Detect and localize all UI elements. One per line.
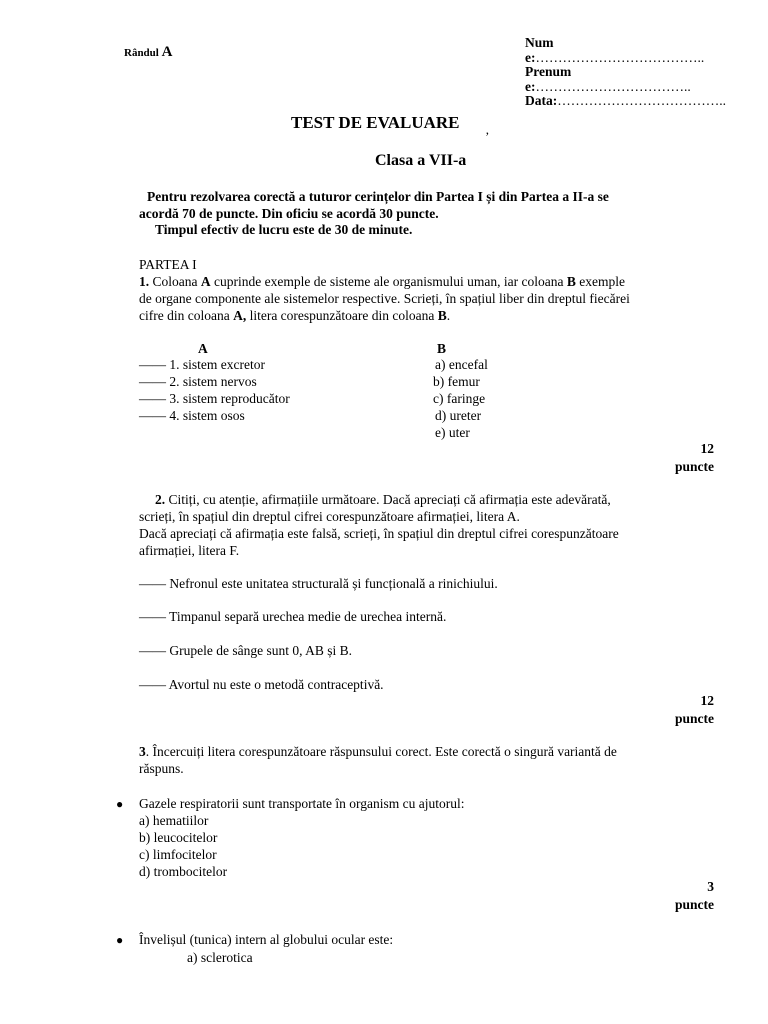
statement[interactable]: —— Grupele de sânge sunt 0, AB și B. (139, 643, 352, 658)
left-item[interactable]: —— 3. sistem reproducător (139, 391, 290, 406)
row-value: A (161, 44, 173, 60)
mcq-option[interactable]: d) trombocitelor (139, 864, 228, 879)
question-1: PARTEA I 1. Coloana A cuprinde exemple de sisteme ale organismului uman, iar coloana B exemple de organe componente ale sistemelor respective. Scrieți, în spațiul liber din dreptul fiecărei cifre din coloana A, litera corespunzătoare din coloana B. (139, 256, 729, 324)
left-item[interactable]: —— 4. sistem osos (139, 408, 245, 423)
row-label: Rândul (124, 47, 159, 59)
page-subtitle: Clasa a VII-a (375, 152, 467, 169)
mcq-option[interactable]: a) sclerotica (187, 950, 253, 965)
intro-instructions: Pentru rezolvarea corectă a tuturor cerințelor din Partea I și din Partea a II-a se acordă 70 de puncte. Din oficiu se acordă 30 puncte. Timpul efectiv de lucru este de 30 de minute. (139, 189, 609, 237)
right-item: a) encefal (435, 357, 488, 372)
row-indicator (124, 44, 172, 61)
mcq-option[interactable]: b) leucocitelor (139, 830, 218, 845)
mcq-question: Învelișul (tunica) intern al globului ocular este: (139, 932, 394, 947)
left-item[interactable]: —— 2. sistem nervos (139, 374, 257, 389)
mcq-option[interactable]: a) hematiilor (139, 813, 209, 828)
part-heading: PARTEA I (139, 257, 197, 272)
right-item: c) faringe (433, 391, 486, 406)
statement[interactable]: —— Nefronul este unitatea structurală și funcțională a rinichiului. (139, 576, 498, 591)
mcq-question: Gazele respiratorii sunt transportate în organism cu ajutorul: (139, 796, 465, 811)
name-field[interactable]: Nume:……………………………….. (525, 35, 705, 65)
page-title: TEST DE EVALUARE $_,$ (291, 113, 489, 137)
column-a-heading: A (198, 341, 208, 356)
bullet-icon: ● (116, 933, 124, 947)
left-item[interactable]: —— 1. sistem excretor (139, 357, 265, 372)
right-item: e) uter (435, 425, 470, 440)
statement[interactable]: —— Timpanul separă urechea medie de urechea internă. (139, 609, 447, 624)
points-q3-item1: 3 puncte (674, 879, 714, 912)
statement[interactable]: —— Avortul nu este o metodă contraceptivă. (139, 677, 384, 692)
right-item: d) ureter (435, 408, 482, 423)
date-field[interactable]: Data:……………………………….. (525, 93, 726, 108)
points-q1: 12 puncte (674, 441, 714, 474)
student-fields (525, 36, 730, 109)
question-2: 2. Citiți, cu atenție, afirmațiile următoare. Dacă apreciați că afirmația este adevărată, scrieți, în spațiul din dreptul cifrei corespunzătoare afirmației, litera A. Dacă apreciați că afirmația este falsă, scrieți, în spațiul din dreptul cifrei corespunzătoare afirmației, litera F. (139, 492, 619, 558)
surname-field[interactable]: Prenume:…………………………….. (525, 64, 691, 94)
bullet-icon: ● (116, 797, 124, 811)
column-b-heading: B (437, 341, 447, 356)
question-3: 3. Încercuiți litera corespunzătoare răspunsului corect. Este corectă o singură variantă de răspuns. (139, 744, 617, 776)
points-q2: 12 puncte (674, 693, 714, 726)
mcq-option[interactable]: c) limfocitelor (139, 847, 217, 862)
right-item: b) femur (433, 374, 480, 389)
